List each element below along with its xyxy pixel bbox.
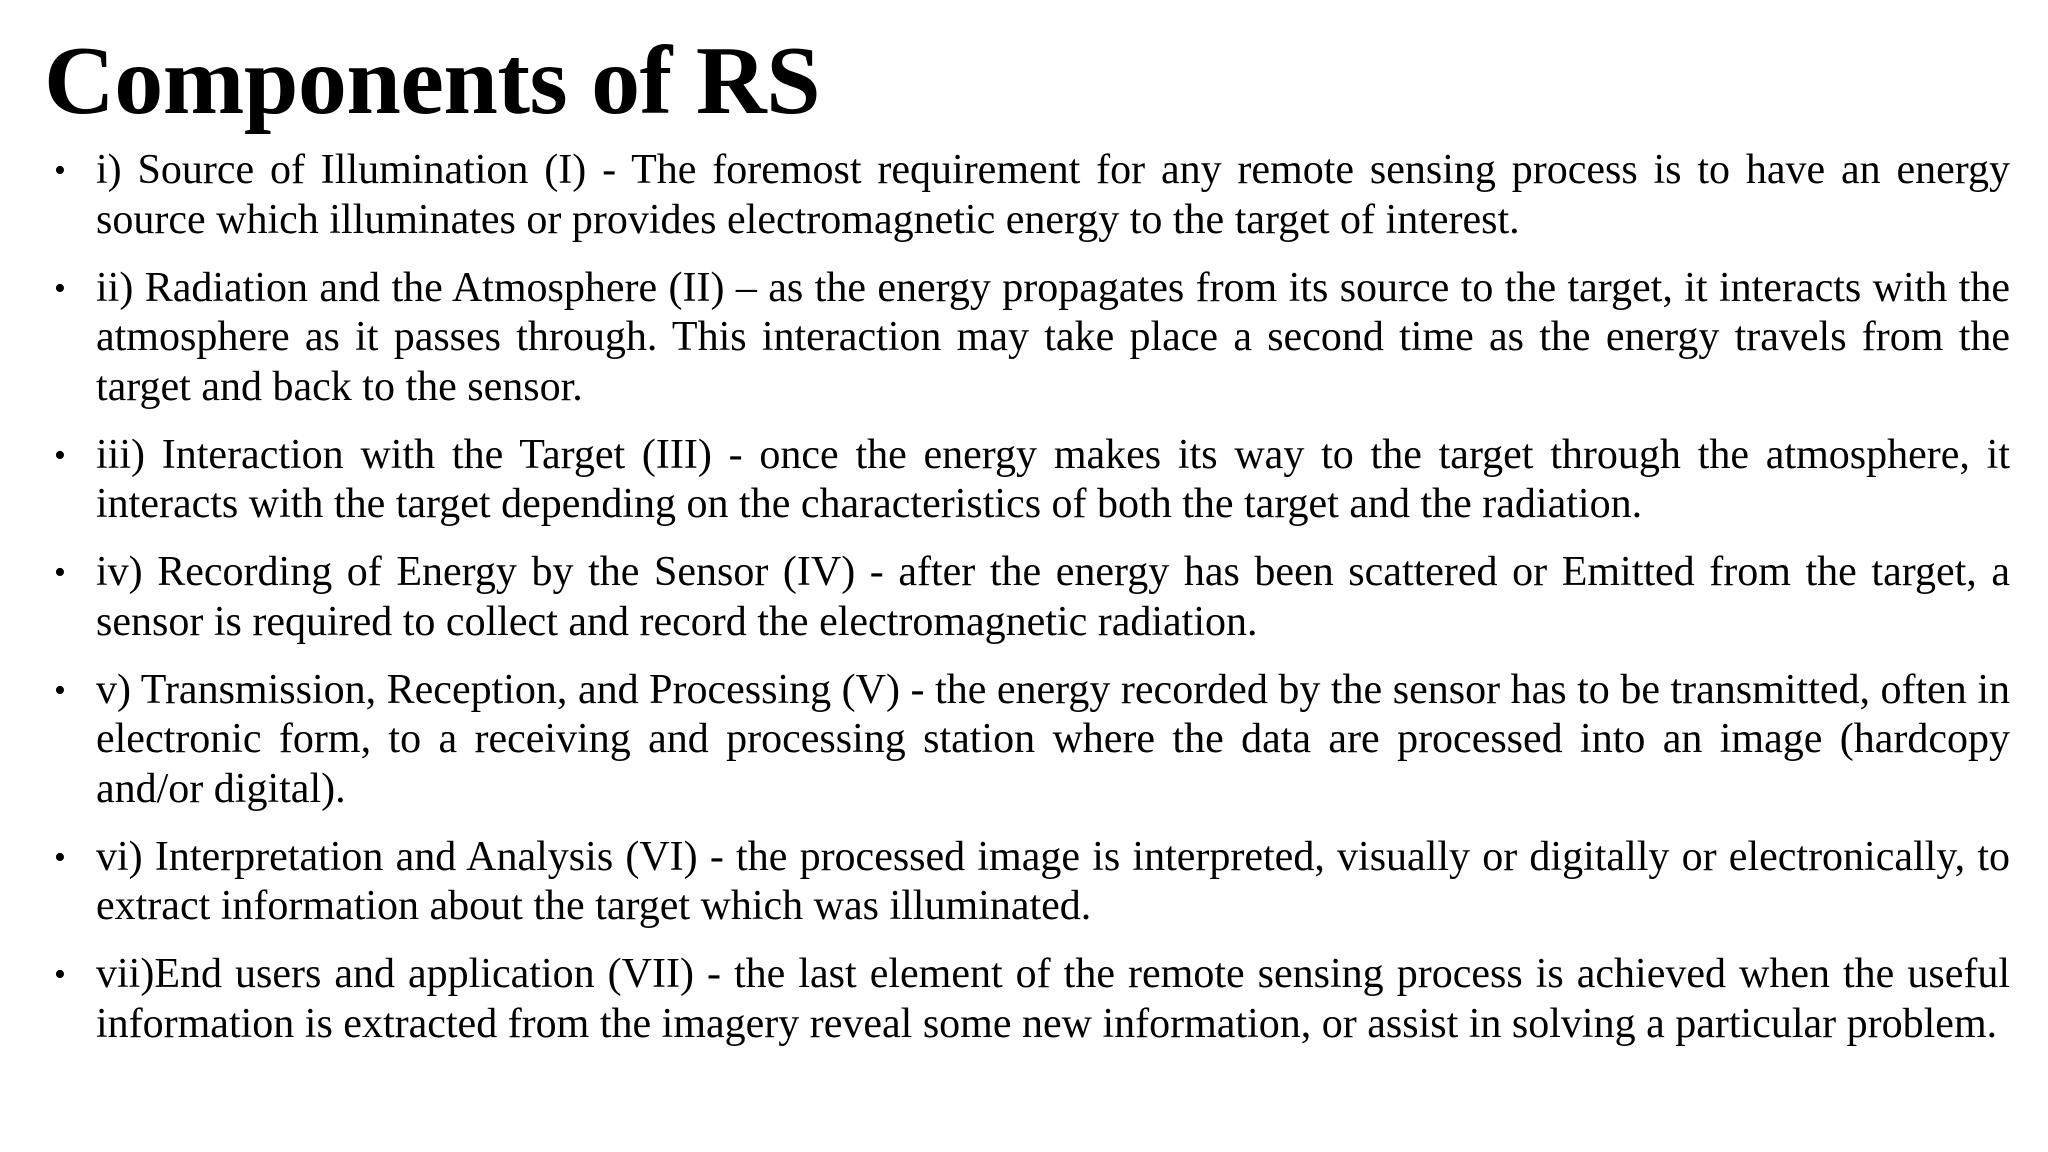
bullet-icon: • <box>54 152 66 189</box>
bullet-icon: • <box>54 554 66 591</box>
bullet-icon: • <box>54 269 66 307</box>
bullet-icon: • <box>54 956 66 993</box>
list-item-text: i) Source of Illumination (I) - The foremost requirement for any remote sensing process is to have an energy source which illuminates or provides electromagnetic energy to the target of interest. <box>96 147 2010 243</box>
list-item-text: vii)End users and application (VII) - the last element of the remote sensing process is achieved when the useful information is extracted from the imagery reveal some new information, or assist in solving a particular problem. <box>96 951 2010 1047</box>
bullet-icon: • <box>54 671 66 709</box>
list-item <box>54 950 2010 1049</box>
bullet-icon: • <box>54 838 66 876</box>
list-item-text: ii) Radiation and the Atmosphere (II) – as the energy propagates from its source to the target, it interacts with the atmosphere as it passes through. This interaction may take place a second time as the energy travels from the target and back to the sensor. <box>96 264 2010 410</box>
bullet-list <box>54 146 2010 1049</box>
list-item-text: iv) Recording of Energy by the Sensor (IV) - after the energy has been scattered or Emitted from the target, a sensor is required to collect and record the electromagnetic radiation. <box>96 549 2010 645</box>
list-item <box>54 548 2010 647</box>
list-item <box>54 146 2010 245</box>
bullet-icon: • <box>54 436 66 474</box>
list-item-text: vi) Interpretation and Analysis (VI) - the processed image is interpreted, visually or digitally or electronically, to extract information about the target which was illuminated. <box>96 833 2010 929</box>
list-item <box>54 666 2010 815</box>
list-item-text: iii) Interaction with the Target (III) - once the energy makes its way to the target through the atmosphere, it interacts with the target depending on the characteristics of both the target and the radiation. <box>96 431 2010 527</box>
list-item <box>54 431 2010 530</box>
slide-title: Components of RS <box>44 27 821 135</box>
list-item <box>54 264 2010 413</box>
list-item <box>54 833 2010 932</box>
list-item-text: v) Transmission, Reception, and Processing (V) - the energy recorded by the sensor has to be transmitted, often in electronic form, to a receiving and processing station where the data are processed into an image (hardcopy and/or digital). <box>96 666 2010 812</box>
